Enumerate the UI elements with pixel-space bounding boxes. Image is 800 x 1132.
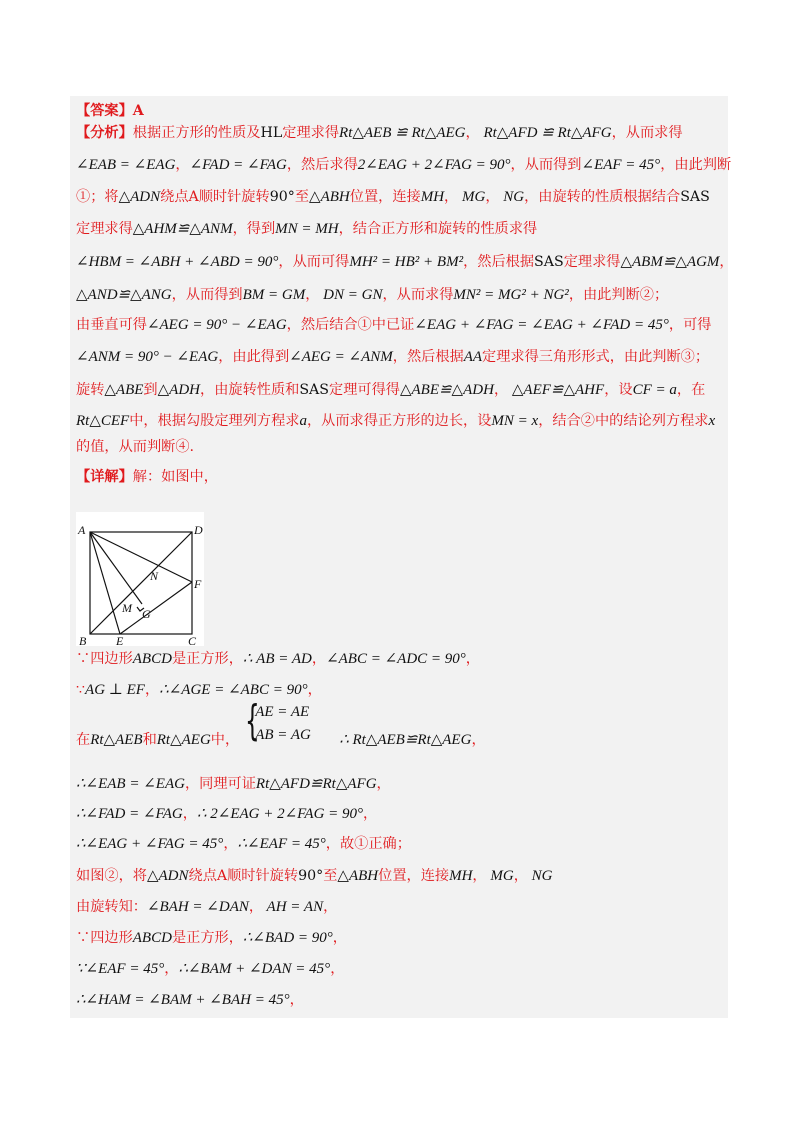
text-segment: 至 xyxy=(323,868,338,884)
text-segment: ，在 xyxy=(676,382,706,398)
label-g: G xyxy=(142,607,151,621)
text-segment: CF = a xyxy=(632,382,677,398)
text-segment: ，结合②中的结论列方程求 xyxy=(538,413,709,429)
text-line-s3 xyxy=(76,696,722,751)
text-segment: ，由此判断②； xyxy=(568,287,669,303)
text-segment: 是正方形， xyxy=(171,651,243,667)
text-line-s1 xyxy=(76,648,722,670)
text-segment: 解：如图中， xyxy=(132,469,218,485)
text-segment: ABCD xyxy=(132,651,172,667)
text-segment: 【答案】A xyxy=(76,103,144,119)
text-segment: Rt△AFD ≌ Rt△AFG xyxy=(479,125,612,141)
text-segment: ∴∠EAF = 45° xyxy=(237,836,326,852)
text-segment: ， xyxy=(472,868,487,884)
text-segment: 中， xyxy=(210,732,240,748)
text-segment: ， xyxy=(444,189,459,205)
text-segment: Rt△AEB ≌ Rt△AEG xyxy=(339,125,466,141)
text-segment: 定理求得 xyxy=(76,221,133,237)
text-segment: ，设 xyxy=(604,382,633,398)
text-segment: ，由此得到 xyxy=(218,349,290,365)
text-segment: ∴∠EAG + ∠FAG = 45° xyxy=(76,836,224,852)
text-segment: NG xyxy=(527,868,553,884)
text-segment: ， xyxy=(485,189,500,205)
text-segment: 在 xyxy=(76,732,91,748)
label-f: F xyxy=(194,577,202,591)
text-segment: 【分析】 xyxy=(76,125,133,141)
label-m: M xyxy=(122,601,132,615)
text-segment: ， xyxy=(363,806,378,822)
text-segment: 绕点A顺时针旋转 xyxy=(160,189,270,205)
text-segment: Rt△AEB xyxy=(90,732,143,748)
text-segment: ∴ AB = AD xyxy=(242,651,312,667)
text-segment: 旋转 xyxy=(76,382,105,398)
text-segment: ， xyxy=(332,930,347,946)
text-segment: ， xyxy=(493,382,509,398)
text-line-s10 xyxy=(76,958,722,980)
text-segment: △ADH xyxy=(157,382,200,398)
text-segment: ∵四边形 xyxy=(76,651,133,667)
system-eq-1: AE = AE xyxy=(255,704,310,720)
text-segment: 到 xyxy=(143,382,158,398)
text-segment: NG xyxy=(499,189,525,205)
label-e: E xyxy=(116,634,124,646)
text-segment: ∵四边形 xyxy=(76,930,133,946)
text-segment: Rt△CEF xyxy=(76,413,130,429)
text-segment: ，从而求得正方形的边长，设 xyxy=(306,413,492,429)
text-segment: MG xyxy=(458,189,486,205)
text-segment: AG ⊥ EF xyxy=(85,682,145,698)
text-segment: ，从而得到 xyxy=(171,287,243,303)
text-segment: ，从而求得 xyxy=(611,125,683,141)
text-segment: ∴∠HAM = ∠BAM + ∠BAH = 45° xyxy=(76,992,290,1008)
text-segment: ，从而得到 xyxy=(510,157,582,173)
text-line-analysis11 xyxy=(76,436,722,458)
text-segment: 至 xyxy=(294,189,310,205)
text-segment: MH xyxy=(449,868,473,884)
text-segment: ∠EAF = 45° xyxy=(581,157,661,173)
text-line-analysis3 xyxy=(76,186,722,208)
text-segment: ①；将 xyxy=(76,189,119,205)
text-segment: 由旋转知： xyxy=(76,899,147,915)
text-line-s6 xyxy=(76,833,722,855)
text-segment: ∠AEG = 90° − ∠EAG xyxy=(146,317,287,333)
text-segment: ∴∠AGE = ∠ABC = 90° xyxy=(159,682,308,698)
text-segment: SAS xyxy=(299,382,330,398)
text-segment: ，从而可得 xyxy=(278,254,350,270)
text-segment: ∴ 2∠EAG + 2∠FAG = 90° xyxy=(196,806,364,822)
text-segment: ，故①正确； xyxy=(325,836,411,852)
text-segment: ，可得 xyxy=(668,317,712,333)
text-segment: ， xyxy=(144,682,160,698)
text-segment: ∠EAB = ∠EAG xyxy=(76,157,176,173)
text-segment: 定理求得三角形形式，由此判断③； xyxy=(482,349,710,365)
text-segment: ， xyxy=(307,682,322,698)
text-line-analysis8 xyxy=(76,346,722,368)
text-segment: MG xyxy=(486,868,514,884)
text-segment: AH = AN xyxy=(263,899,324,915)
text-segment: SAS xyxy=(680,189,710,205)
text-line-s2 xyxy=(76,679,722,701)
text-segment: ， xyxy=(719,254,734,270)
text-line-analysis2 xyxy=(76,154,732,176)
text-segment: △ADN xyxy=(146,868,189,884)
text-line-s5 xyxy=(76,803,722,825)
text-segment: ∠HBM = ∠ABH + ∠ABD = 90° xyxy=(76,254,279,270)
text-segment: 绕点A顺时针旋转 xyxy=(188,868,299,884)
text-segment: ， xyxy=(305,287,320,303)
text-line-s7 xyxy=(76,865,722,887)
text-segment: ，然后结合①中已证 xyxy=(286,317,415,333)
text-segment: 定理可得得 xyxy=(329,382,400,398)
text-segment: ABCD xyxy=(132,930,172,946)
text-segment: ∠EAG + ∠FAG = ∠EAG + ∠FAD = 45° xyxy=(414,317,669,333)
text-segment: ∴∠BAM + ∠DAN = 45° xyxy=(178,961,331,977)
text-segment: MN = MH xyxy=(275,221,339,237)
text-segment: ∴∠FAD = ∠FAG xyxy=(76,806,183,822)
text-segment: ，由旋转的性质根据结合 xyxy=(524,189,681,205)
text-line-analysis7 xyxy=(76,314,722,336)
text-line-analysis1 xyxy=(76,122,722,144)
text-segment: ， xyxy=(223,836,238,852)
text-segment: ∠AEG = ∠ANM xyxy=(289,349,393,365)
text-line-s11 xyxy=(76,989,722,1011)
equation-system xyxy=(239,696,339,745)
text-segment: 90° xyxy=(269,189,295,205)
text-segment: ， xyxy=(471,732,486,748)
text-line-detail xyxy=(76,466,722,488)
text-segment: ， xyxy=(330,961,345,977)
text-segment: a xyxy=(299,413,307,429)
text-line-s4 xyxy=(76,773,722,795)
system-eq-2: AB = AG xyxy=(255,727,311,743)
text-segment: 由垂直可得 xyxy=(76,317,147,333)
text-segment: SAS xyxy=(534,254,564,270)
text-segment: Rt△AEG xyxy=(156,732,211,748)
square-diagram xyxy=(76,512,204,646)
brace: { xyxy=(245,696,260,745)
text-segment: 定理求得 xyxy=(282,125,340,141)
text-line-analysis10 xyxy=(76,410,722,432)
text-segment: 是正方形， xyxy=(171,930,243,946)
text-segment: ， xyxy=(376,776,391,792)
text-segment: △ABE≌△ADH xyxy=(399,382,494,398)
text-segment: △AEF≌△AHF xyxy=(508,382,605,398)
text-segment: △ABM≌△AGM xyxy=(620,254,720,270)
text-segment: ，结合正方形和旋转的性质求得 xyxy=(338,221,538,237)
label-b: B xyxy=(79,634,87,646)
text-segment: ， xyxy=(289,992,304,1008)
label-d: D xyxy=(194,523,203,537)
text-segment: ， xyxy=(311,651,327,667)
text-segment: HL xyxy=(260,125,283,141)
text-segment: ∠ABC = ∠ADC = 90° xyxy=(326,651,466,667)
text-segment: ∴∠BAD = 90° xyxy=(242,930,333,946)
text-segment: ， xyxy=(465,125,480,141)
text-segment: ，然后根据 xyxy=(392,349,464,365)
text-line-analysis5 xyxy=(76,251,734,273)
document-page xyxy=(70,96,734,1018)
text-segment: ，得到 xyxy=(232,221,276,237)
text-segment: ， xyxy=(175,157,190,173)
text-segment: ∵∠EAF = 45° xyxy=(76,961,165,977)
text-segment: △ABH xyxy=(337,868,379,884)
text-segment: △ABE xyxy=(104,382,144,398)
text-segment: MN = x xyxy=(491,413,539,429)
text-segment: ∠FAD = ∠FAG xyxy=(189,157,287,173)
text-segment: 位置，连接 xyxy=(349,189,421,205)
text-segment: ，由此判断 xyxy=(660,157,732,173)
text-segment: ，然后求得 xyxy=(286,157,358,173)
text-segment: ， xyxy=(323,899,338,915)
text-segment: MH² = HB² + BM² xyxy=(349,254,464,270)
text-segment: DN = GN xyxy=(319,287,383,303)
text-segment: △AND≌△ANG xyxy=(76,287,172,303)
text-segment: 90° xyxy=(298,868,324,884)
text-segment: 和 xyxy=(142,732,157,748)
text-segment: ， xyxy=(465,651,480,667)
text-segment: 2∠EAG + 2∠FAG = 90° xyxy=(357,157,511,173)
geometry-figure xyxy=(76,512,204,646)
text-segment: ∴∠EAB = ∠EAG xyxy=(76,776,185,792)
text-segment: 根据正方形的性质及 xyxy=(132,125,261,141)
text-segment: BM = GM xyxy=(242,287,306,303)
text-segment: 中，根据勾股定理列方程求 xyxy=(129,413,300,429)
text-segment: ， xyxy=(164,961,179,977)
text-segment: ，同理可证 xyxy=(184,776,256,792)
text-segment: ，从而求得 xyxy=(382,287,454,303)
text-segment: 位置，连接 xyxy=(378,868,450,884)
text-line-analysis4 xyxy=(76,218,722,240)
label-n: N xyxy=(150,569,159,583)
text-segment: ∠BAH = ∠DAN xyxy=(146,899,249,915)
text-segment: ，由旋转性质和 xyxy=(200,382,300,398)
text-segment: MH xyxy=(420,189,445,205)
text-segment: x xyxy=(708,413,716,429)
text-segment: ， xyxy=(248,899,264,915)
text-segment: △ABH xyxy=(309,189,350,205)
text-segment: 的值，从而判断④. xyxy=(76,439,195,455)
text-segment: ∠ANM = 90° − ∠EAG xyxy=(76,349,219,365)
line-ag xyxy=(90,532,142,604)
text-segment: Rt△AFD≌Rt△AFG xyxy=(255,776,377,792)
text-segment: ∴ Rt△AEB≌Rt△AEG xyxy=(339,732,472,748)
line-af xyxy=(90,532,192,582)
label-a: A xyxy=(78,523,86,537)
text-segment: 定理求得 xyxy=(563,254,621,270)
text-segment: ∵ xyxy=(76,682,86,698)
text-line-s8 xyxy=(76,896,722,918)
text-line-analysis9 xyxy=(76,379,722,401)
text-segment: ， xyxy=(182,806,197,822)
text-line-s9 xyxy=(76,927,722,949)
text-segment: ， xyxy=(513,868,528,884)
text-segment: MN² = MG² + NG² xyxy=(453,287,569,303)
text-segment: ，然后根据 xyxy=(463,254,535,270)
text-segment: AA xyxy=(463,349,483,365)
label-c: C xyxy=(188,634,197,646)
text-segment: △AHM≌△ANM xyxy=(132,221,233,237)
text-segment: 【详解】 xyxy=(76,469,133,485)
text-line-answer xyxy=(76,100,722,122)
text-line-analysis6 xyxy=(76,284,722,306)
text-segment: △ADN xyxy=(118,189,161,205)
text-segment: 如图②，将 xyxy=(76,868,147,884)
